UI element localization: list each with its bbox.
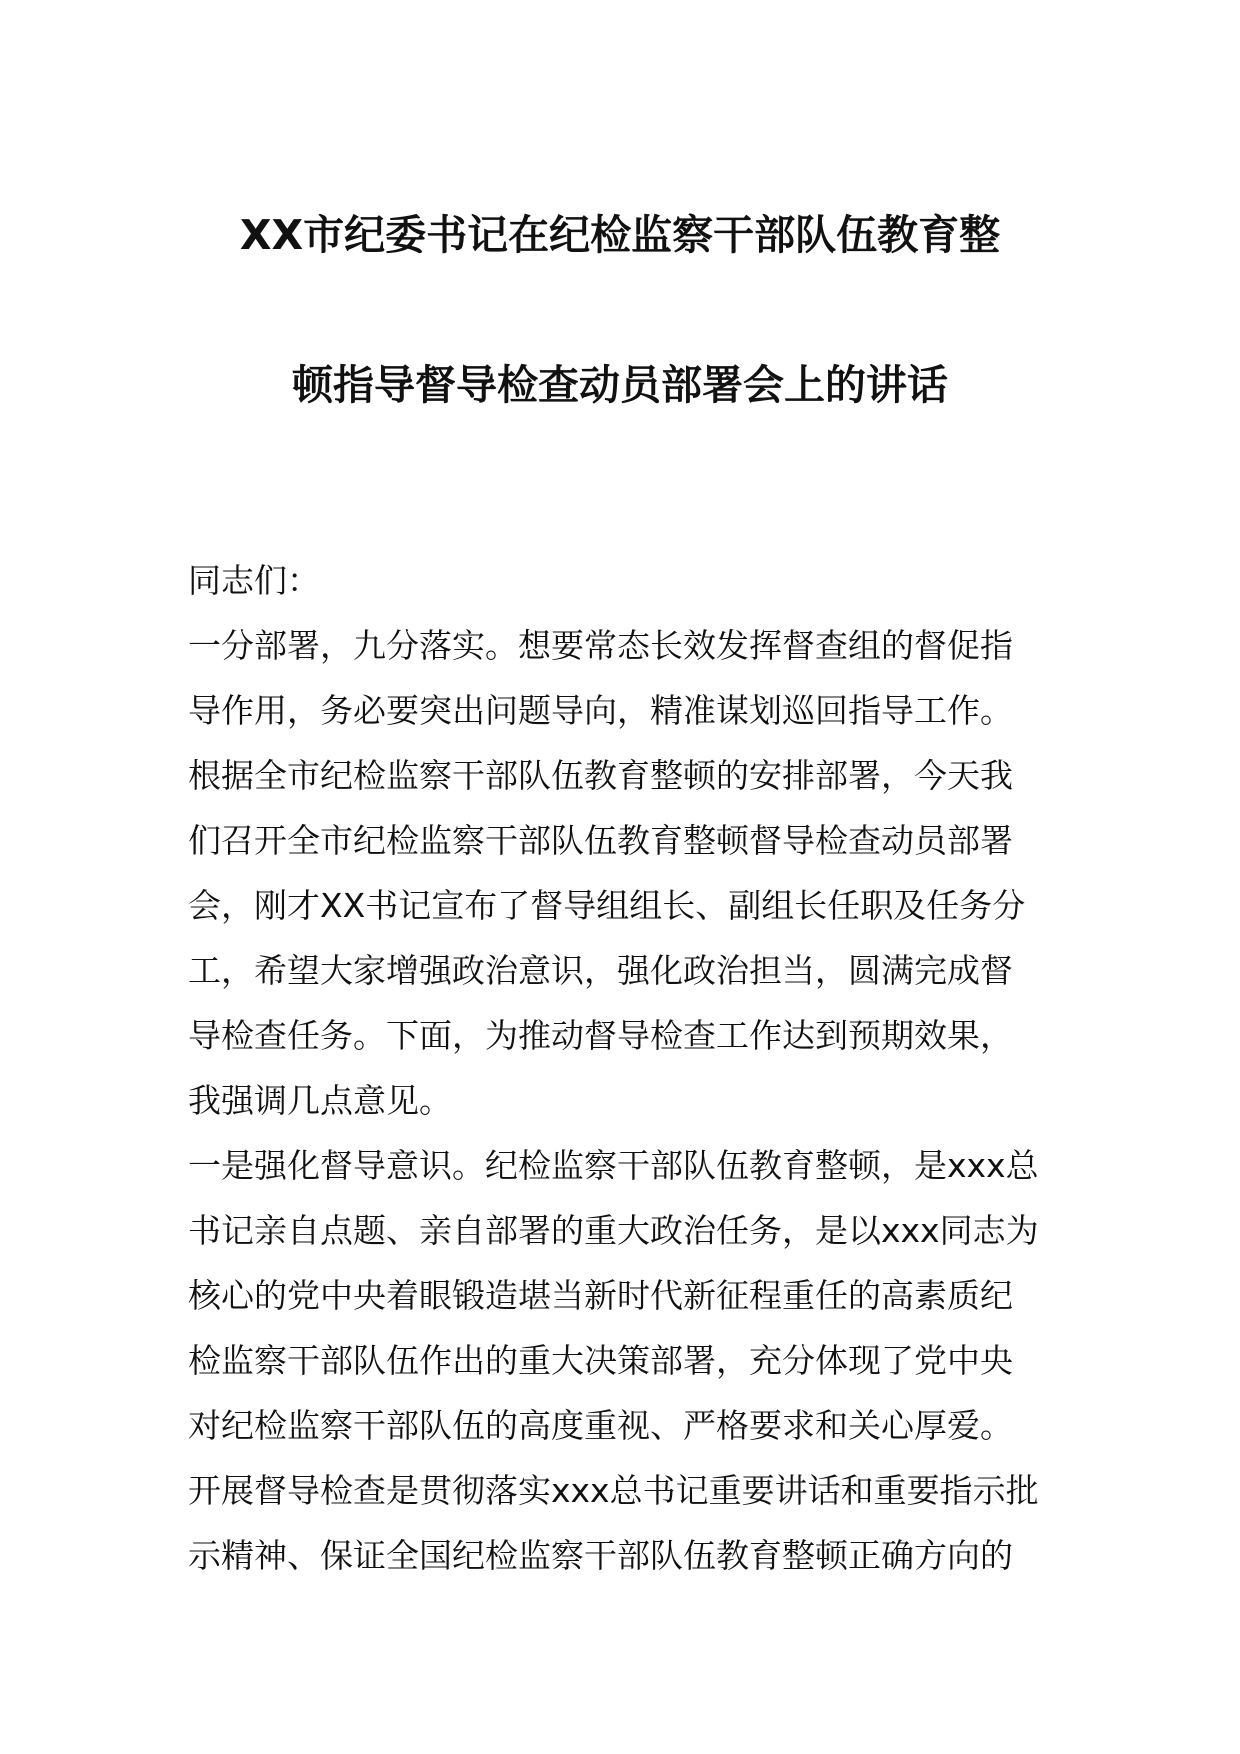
body-line: 示精神、保证全国纪检监察干部队伍教育整顿正确方向的 <box>188 1536 1013 1575</box>
body-line: 一分部署，九分落实。想要常态长效发挥督查组的督促指 <box>188 626 1013 665</box>
body-line: 一是强化督导意识。纪检监察干部队伍教育整顿，是xxx总 <box>188 1146 1039 1185</box>
body-line: 工，希望大家增强政治意识，强化政治担当，圆满完成督 <box>188 951 1013 990</box>
body-line: 检监察干部队伍作出的重大决策部署，充分体现了党中央 <box>188 1341 1013 1380</box>
body-line: 导检查任务。下面，为推动督导检查工作达到预期效果， <box>188 1016 1013 1055</box>
document-title-line-2: 顿指导督导检查动员部署会上的讲话 <box>292 361 948 409</box>
body-line: 会，刚才XX书记宣布了督导组组长、副组长任职及任务分 <box>188 886 1026 925</box>
body-line: 根据全市纪检监察干部队伍教育整顿的安排部署，今天我 <box>188 756 1013 795</box>
body-line: 对纪检监察干部队伍的高度重视、严格要求和关心厚爱。 <box>188 1406 1013 1445</box>
body-line: 导作用，务必要突出问题导向，精准谋划巡回指导工作。 <box>188 691 1013 730</box>
body-line: 们召开全市纪检监察干部队伍教育整顿督导检查动员部署 <box>188 821 1013 860</box>
body-line: 开展督导检查是贯彻落实xxx总书记重要讲话和重要指示批 <box>188 1471 1039 1510</box>
body-line: 我强调几点意见。 <box>188 1081 452 1120</box>
document-body <box>188 548 1068 1588</box>
body-line: 核心的党中央着眼锻造堪当新时代新征程重任的高素质纪 <box>188 1276 1013 1315</box>
body-line: 同志们： <box>188 561 320 600</box>
body-line: 书记亲自点题、亲自部署的重大政治任务，是以xxx同志为 <box>188 1211 1039 1250</box>
document-title-line-1: XX市纪委书记在纪检监察干部队伍教育整 <box>239 211 1001 259</box>
